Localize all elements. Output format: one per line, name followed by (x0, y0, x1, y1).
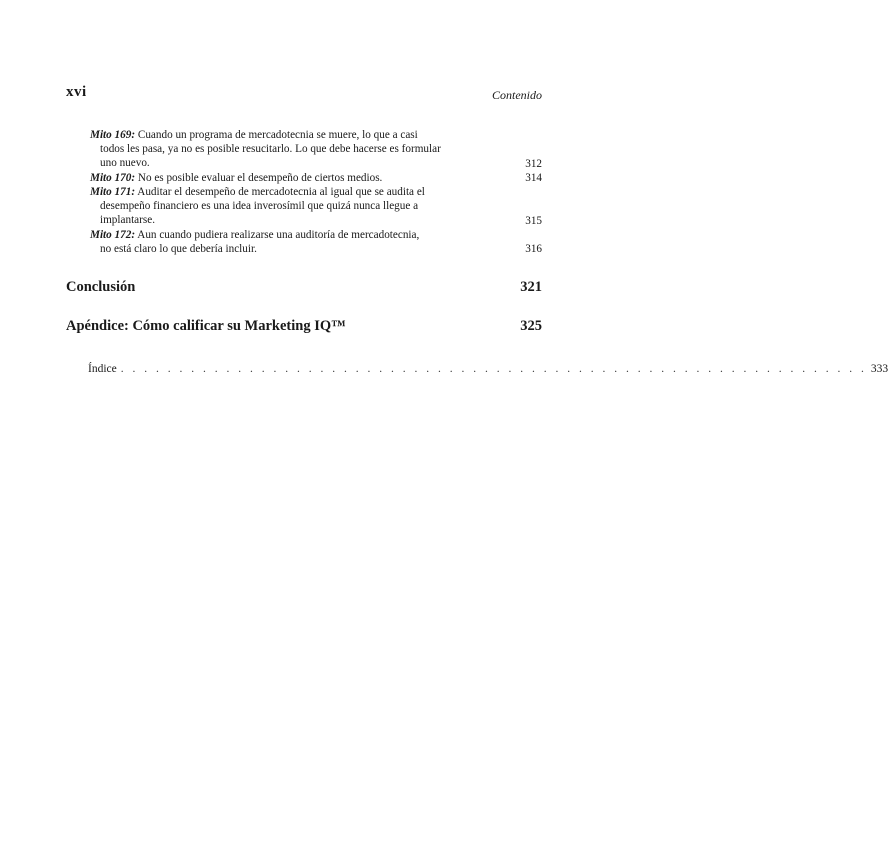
toc-section-conclusion[interactable] (66, 279, 542, 296)
myth-label: Mito 170: (90, 172, 136, 184)
myth-text-line: todos les pasa, ya no es posible resucitarlo. Lo que debe hacerse es formular (100, 143, 441, 156)
toc-entry-mito-169[interactable] (90, 128, 542, 171)
toc-entry-mito-171[interactable] (90, 185, 542, 228)
section-page: 321 (520, 279, 542, 295)
running-title: Contenido (492, 88, 542, 102)
myth-page: 315 (525, 214, 542, 227)
myth-text-line: Aun cuando pudiera realizarse una auditoría de mercadotecnia, (137, 229, 420, 241)
myth-page: 316 (525, 242, 542, 255)
myth-text-line: Auditar el desempeño de mercadotecnia al igual que se audita el (137, 186, 425, 198)
myth-text-line: implantarse. (100, 214, 155, 227)
section-title: Apéndice: Cómo calificar su Marketing IQ™ (66, 318, 346, 334)
myth-text-line: uno nuevo. (100, 157, 150, 170)
toc-section-appendix[interactable] (66, 318, 542, 335)
dot-leader: . . . . . . . . . . . . . . . . . . . . . . . . . . . . . . . . . . . . . . . . . . . . . . . . . . . . . . . . . . . . . . . . (120, 363, 867, 375)
myth-text-line: no está claro lo que debería incluir. (100, 243, 257, 256)
myth-label: Mito 172: (90, 229, 136, 241)
index-title: Índice (88, 363, 117, 375)
myth-text-line: No es posible evaluar el desempeño de ciertos medios. (137, 172, 383, 184)
section-page: 325 (520, 318, 542, 334)
myth-list (90, 128, 542, 256)
page-number: xvi (66, 84, 87, 100)
section-title: Conclusión (66, 279, 136, 295)
myth-label: Mito 171: (90, 186, 136, 198)
toc-entry-index[interactable] (88, 363, 888, 375)
myth-label: Mito 169: (90, 129, 136, 141)
myth-text-line: desempeño financiero es una idea inverosímil que quizá nunca llegue a (100, 200, 419, 213)
myth-page: 312 (525, 157, 542, 170)
myth-text-line: Cuando un programa de mercadotecnia se muere, lo que a casi (137, 129, 418, 141)
toc-entry-mito-170[interactable] (90, 171, 542, 185)
myth-page: 314 (525, 171, 542, 184)
toc-entry-mito-172[interactable] (90, 228, 542, 256)
index-page: 333 (870, 363, 888, 375)
